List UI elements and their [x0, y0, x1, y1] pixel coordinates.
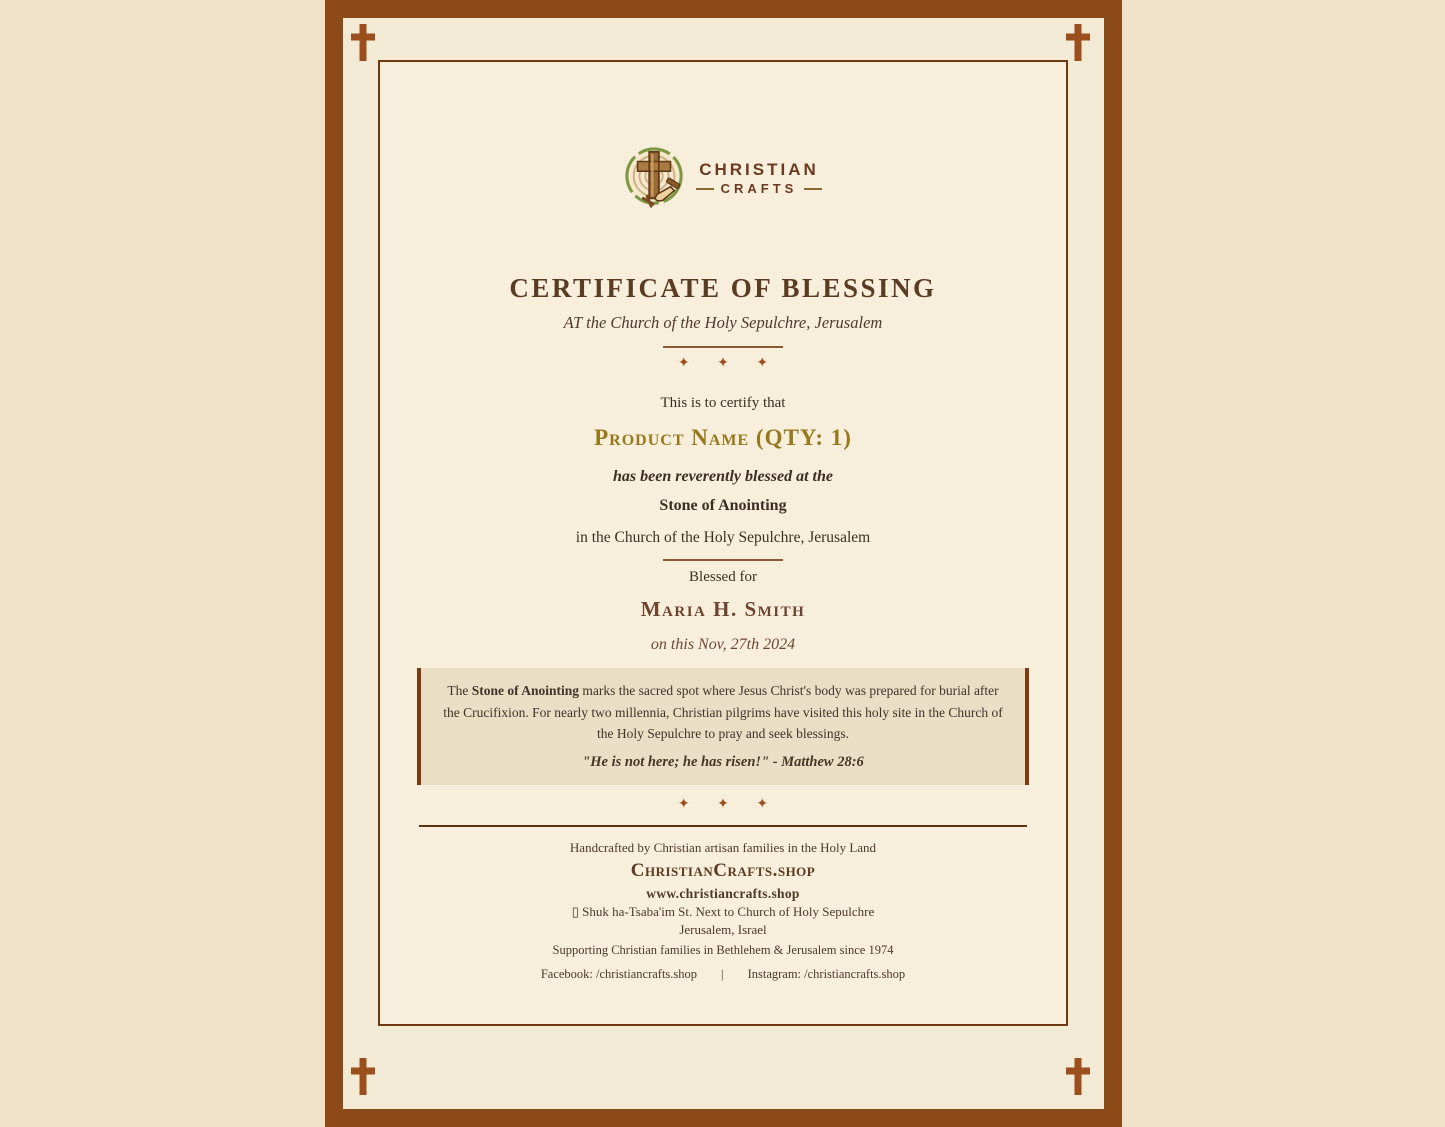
info-text-rest: marks the sacred spot where Jesus Christ's body was prepared for burial after the Crucifixion. For nearly two millennia, Christian pilgrims have visited this holy site in the Church of the Holy Sepulchre to pray and seek blessings.: [443, 683, 1003, 742]
corner-cross-icon: [351, 24, 375, 61]
info-text-bold: Stone of Anointing: [471, 683, 579, 699]
recipient-name: Maria H. Smith: [640, 596, 806, 621]
facebook-handle: Facebook: /christiancrafts.shop: [540, 967, 698, 982]
address-line1: [572, 904, 875, 920]
supporting-line: Supporting Christian families in Bethlehem & Jerusalem since 1974: [552, 943, 894, 958]
stone-info-text: [443, 680, 1003, 745]
missing-glyph-box: ▯: [571, 903, 579, 919]
framed-sheet: [325, 0, 1122, 1127]
footer-brand: ChristianCrafts.shop: [630, 859, 816, 881]
diamond-separator: ✦ ✦ ✦: [677, 355, 781, 371]
address-street: Shuk ha-Tsaba'im St. Next to Church of Holy Sepulchre: [582, 903, 875, 919]
social-separator: |: [721, 967, 724, 982]
brand-logo-text: [696, 161, 823, 195]
certificate-body: [378, 60, 1068, 1026]
certificate-title: CERTIFICATE OF BLESSING: [509, 273, 937, 303]
cross-in-wood-circle-icon: [624, 146, 686, 210]
diamond-separator: ✦ ✦ ✦: [677, 796, 781, 812]
corner-cross-icon: [1066, 24, 1090, 61]
brand-name-line2-row: [696, 182, 823, 195]
brand-name-line2: CRAFTS: [720, 181, 798, 196]
certificate-subtitle: AT the Church of the Holy Sepulchre, Jerusalem: [563, 312, 883, 332]
brand-logo: [624, 146, 823, 210]
website-url: www.christiancrafts.shop: [646, 885, 800, 901]
divider-line: [663, 559, 783, 561]
info-text-prefix: The: [447, 683, 472, 699]
social-line: [541, 967, 905, 982]
stone-info-box: [417, 668, 1029, 785]
blessed-line: has been reverently blessed at the: [613, 467, 833, 485]
church-line: in the Church of the Holy Sepulchre, Jerusalem: [575, 528, 871, 546]
certify-line: This is to certify that: [660, 394, 786, 411]
footer-rule: [419, 825, 1027, 827]
divider-line: [663, 346, 783, 348]
right-dash: [804, 188, 822, 190]
corner-cross-icon: [1066, 1058, 1090, 1095]
product-name: Product Name (QTY: 1): [594, 424, 852, 450]
blessing-date: on this Nov, 27th 2024: [650, 636, 796, 654]
stone-of-anointing-line: Stone of Anointing: [659, 496, 787, 514]
handcrafted-line: Handcrafted by Christian artisan families in the Holy Land: [569, 839, 877, 855]
left-dash: [696, 188, 714, 190]
address-line2: Jerusalem, Israel: [679, 922, 767, 938]
blessed-for-label: Blessed for: [689, 568, 757, 585]
bible-verse: "He is not here; he has risen!" - Matthew 28:6: [582, 753, 864, 770]
brand-name-line1: CHRISTIAN: [699, 160, 819, 179]
instagram-handle: Instagram: /christiancrafts.shop: [747, 967, 906, 982]
corner-cross-icon: [351, 1058, 375, 1095]
